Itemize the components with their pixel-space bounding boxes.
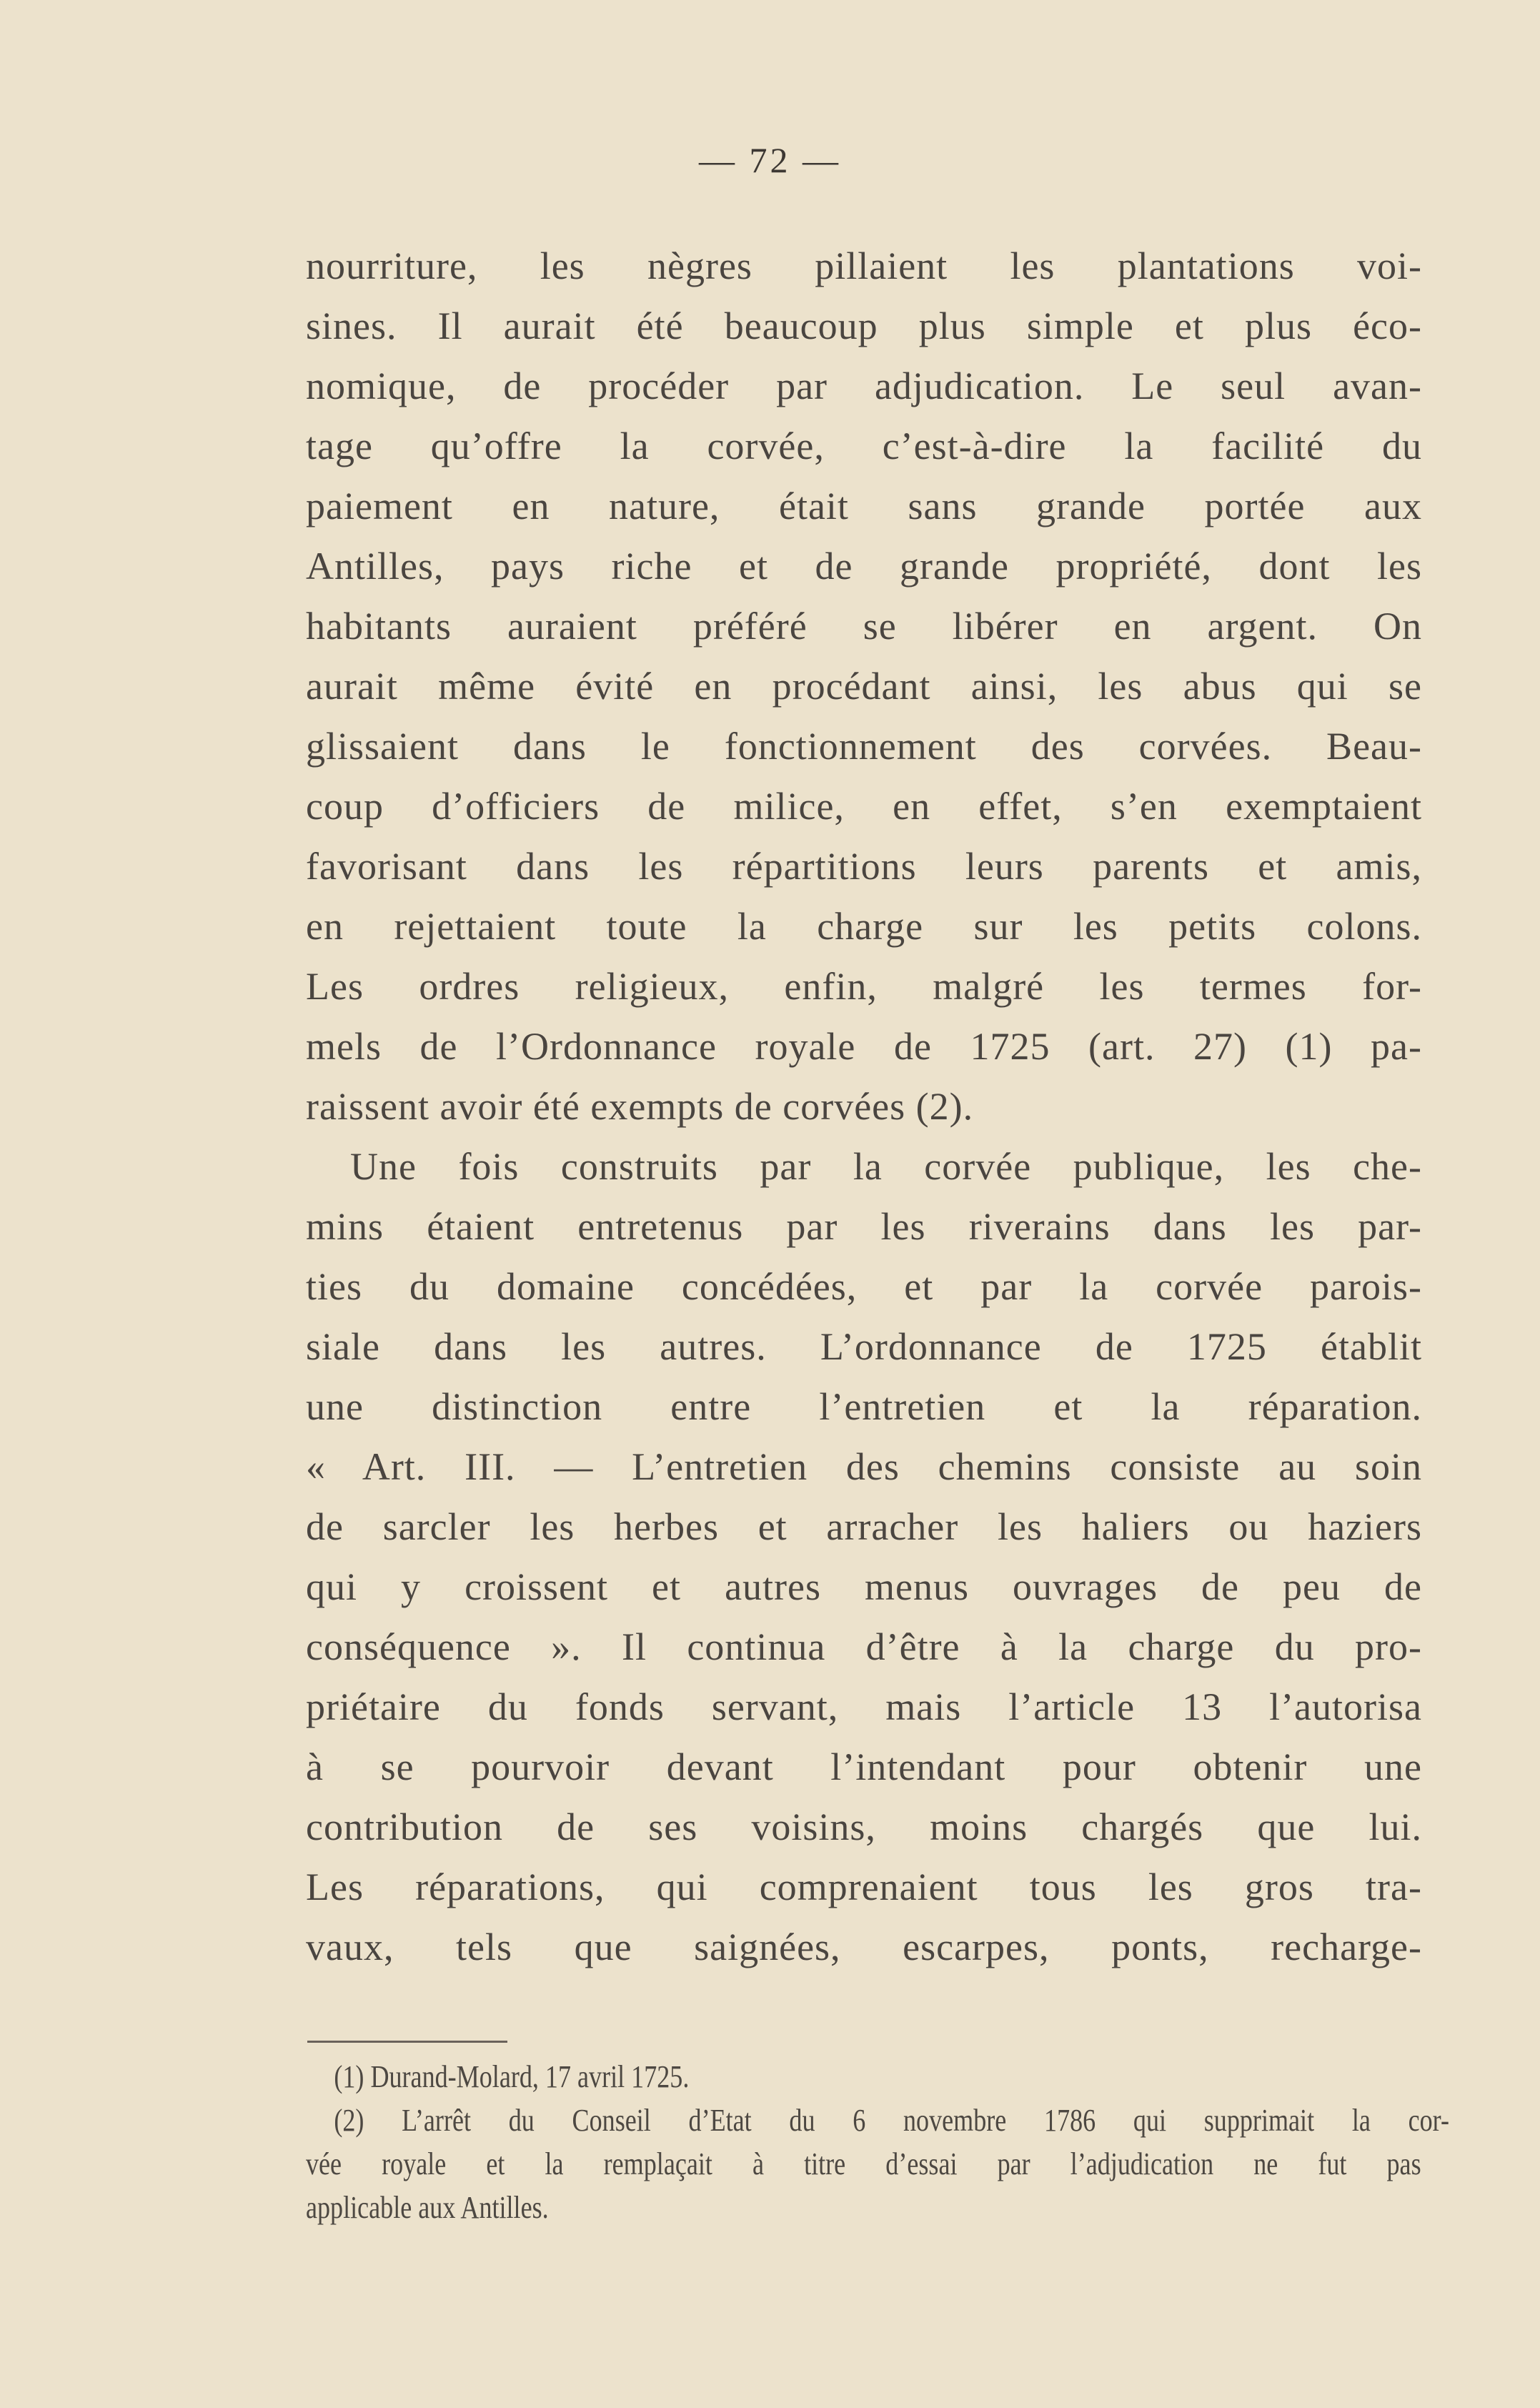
footnote-line: applicable aux Antilles. (306, 2190, 549, 2225)
text-line: nourriture, les nègres pillaient les plantations voi- (306, 244, 1422, 287)
text-line: mins étaient entretenus par les riverains dans les par- (306, 1205, 1422, 1248)
text-line: tage qu’offre la corvée, c’est-à-dire la facilité du (306, 425, 1422, 467)
text-line: sines. Il aurait été beaucoup plus simple et plus éco- (306, 304, 1422, 347)
text-line: glissaient dans le fonctionnement des corvées. Beau- (306, 725, 1422, 768)
footnotes (306, 2026, 1449, 2229)
text-line: Antilles, pays riche et de grande propriété, dont les (306, 545, 1422, 588)
text-line: Une fois construits par la corvée publique, les che- (350, 1145, 1422, 1188)
text-line: favorisant dans les répartitions leurs parents et amis, (306, 845, 1422, 888)
text-line: Les ordres religieux, enfin, malgré les termes for- (306, 965, 1422, 1008)
text-line: une distinction entre l’entretien et la réparation. (306, 1385, 1422, 1428)
text-line: Les réparations, qui comprenaient tous les gros tra- (306, 1866, 1422, 1908)
text-line: « Art. III. — L’entretien des chemins consiste au soin (306, 1445, 1422, 1488)
text-line: siale dans les autres. L’ordonnance de 1725 établit (306, 1325, 1422, 1368)
text-line: paiement en nature, était sans grande portée aux (306, 485, 1422, 527)
text-line: contribution de ses voisins, moins chargés que lui. (306, 1805, 1422, 1848)
text-line: raissent avoir été exempts de corvées (2). (306, 1085, 974, 1128)
footnote-line: (2) L’arrêt du Conseil d’Etat du 6 novembre 1786 qui supprimait la cor- (334, 2103, 1449, 2138)
body-text (306, 236, 1422, 1977)
text-line: nomique, de procéder par adjudication. Le seul avan- (306, 365, 1422, 407)
text-line: habitants auraient préféré se libérer en argent. On (306, 605, 1422, 648)
text-line: conséquence ». Il continua d’être à la charge du pro- (306, 1625, 1422, 1668)
text-line: priétaire du fonds servant, mais l’article 13 l’autorisa (306, 1685, 1422, 1728)
page-number: — 72 — (699, 140, 841, 180)
text-line: vaux, tels que saignées, escarpes, ponts, recharge- (306, 1926, 1422, 1968)
text-line: en rejettaient toute la charge sur les petits colons. (306, 905, 1422, 948)
footnote-line: vée royale et la remplaçait à titre d’essai par l’adjudication ne fut pas (306, 2146, 1421, 2181)
text-line: qui y croissent et autres menus ouvrages de peu de (306, 1565, 1422, 1608)
text-line: ties du domaine concédées, et par la corvée parois- (306, 1265, 1422, 1308)
text-line: aurait même évité en procédant ainsi, les abus qui se (306, 665, 1422, 708)
footnote-line: (1) Durand-Molard, 17 avril 1725. (334, 2059, 690, 2094)
text-line: à se pourvoir devant l’intendant pour obtenir une (306, 1745, 1422, 1788)
text-line: de sarcler les herbes et arracher les haliers ou haziers (306, 1505, 1422, 1548)
text-line: mels de l’Ordonnance royale de 1725 (art. 27) (1) pa- (306, 1025, 1422, 1068)
text-line: coup d’officiers de milice, en effet, s’en exemptaient (306, 785, 1422, 828)
